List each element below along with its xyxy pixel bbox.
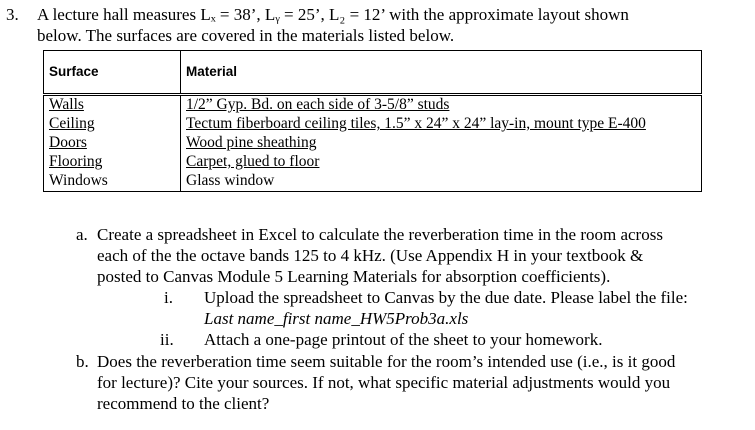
header-material: Material [181, 51, 702, 95]
table-row [44, 172, 702, 192]
question-number: 3. [6, 5, 19, 24]
part-a-line-2: each of the the octave bands 125 to 4 kHz. (Use Appendix H in your textbook & [97, 246, 644, 265]
surface-cell: Windows [49, 172, 108, 189]
surface-cell: Flooring [49, 153, 103, 170]
surface-cell: Ceiling [49, 115, 95, 132]
table-row [44, 153, 702, 172]
material-cell: 1/2” Gyp. Bd. on each side of 3-5/8” studs [186, 96, 450, 113]
material-cell: Wood pine sheathing [186, 134, 317, 151]
table-row [44, 115, 702, 134]
materials-table [43, 50, 702, 192]
header-surface: Surface [44, 51, 181, 95]
table-row [44, 95, 702, 116]
table-header-row [44, 51, 702, 95]
question-line-2: below. The surfaces are covered in the materials listed below. [37, 26, 455, 45]
part-b-line-1: Does the reverberation time seem suitable for the room’s intended use (i.e., is it good [97, 352, 676, 371]
material-cell: Tectum fiberboard ceiling tiles, 1.5” x 24” x 24” lay-in, mount type E-400 [186, 115, 646, 132]
sub-ii-marker: ii. [160, 330, 174, 349]
surface-cell: Walls [49, 96, 84, 113]
question-line-1: A lecture hall measures Lₓ = 38’, Lᵧ = 25’, L₂ = 12’ with the approximate layout shown [37, 5, 629, 24]
surface-cell: Doors [49, 134, 87, 151]
part-a-line-3: posted to Canvas Module 5 Learning Materials for absorption coefficients). [97, 267, 611, 286]
sub-i-filename: Last name_first name_HW5Prob3a.xls [204, 309, 469, 328]
part-a-sub-ii [160, 329, 745, 351]
question-intro [37, 4, 737, 46]
part-b [76, 351, 751, 417]
part-a-line-1: Create a spreadsheet in Excel to calculate the reverberation time in the room across [97, 225, 663, 244]
part-a-marker: a. [76, 225, 88, 244]
part-a-sub-i [164, 287, 749, 331]
sub-i-line-1: Upload the spreadsheet to Canvas by the due date. Please label the file: [204, 288, 688, 307]
part-a [76, 224, 746, 290]
material-cell: Glass window [186, 172, 275, 189]
table-row [44, 134, 702, 153]
part-b-marker: b. [76, 352, 89, 371]
sub-ii-line-1: Attach a one-page printout of the sheet to your homework. [204, 330, 603, 349]
part-b-line-3: recommend to the client? [97, 394, 270, 413]
sub-i-marker: i. [164, 288, 173, 307]
part-b-line-2: for lecture)? Cite your sources. If not, what specific material adjustments would you [97, 373, 671, 392]
material-cell: Carpet, glued to floor [186, 153, 320, 170]
